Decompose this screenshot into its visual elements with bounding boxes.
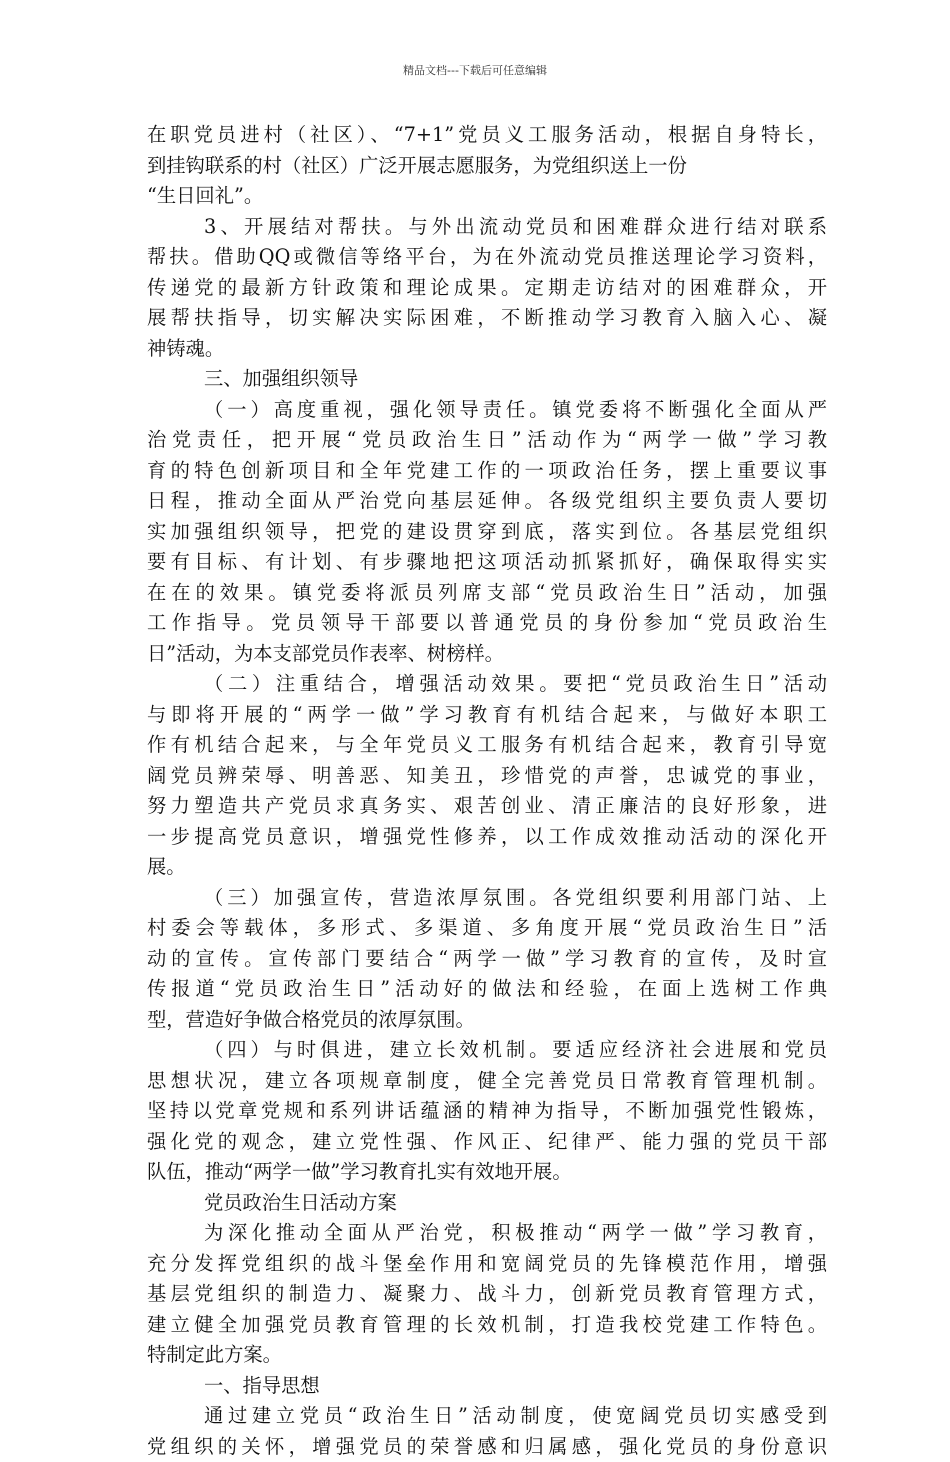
text-line: 党组织的关怀，增强党员的荣誉感和归属感，强化党员的身份意识 [147, 1432, 827, 1462]
text-line: 到挂钩联系的村（社区）广泛开展志愿服务，为党组织送上一份 [147, 151, 827, 182]
text-line: 动的宣传。宣传部门要结合“两学一做”学习教育的宣传，及时宣 [147, 944, 827, 975]
text-line: （四）与时俱进，建立长效机制。要适应经济社会进展和党员 [147, 1035, 827, 1066]
text-line: “生日回礼”。 [147, 181, 827, 212]
text-line: 传报道“党员政治生日”活动好的做法和经验，在面上选树工作典 [147, 974, 827, 1005]
text-line: 神铸魂。 [147, 334, 827, 365]
text-line: 展。 [147, 852, 827, 883]
text-line: 党员政治生日活动方案 [147, 1188, 827, 1219]
text-line: 村委会等载体，多形式、多渠道、多角度开展“党员政治生日”活 [147, 913, 827, 944]
text-line: （三）加强宣传，营造浓厚氛围。各党组织要利用部门站、上 [147, 883, 827, 914]
text-line: 充分发挥党组织的战斗堡垒作用和宽阔党员的先锋模范作用，增强 [147, 1249, 827, 1280]
text-line: 在在的效果。镇党委将派员列席支部“党员政治生日”活动，加强 [147, 578, 827, 609]
text-line: 3、开展结对帮扶。与外出流动党员和困难群众进行结对联系 [147, 212, 827, 243]
text-line: 日程，推动全面从严治党向基层延伸。各级党组织主要负责人要切 [147, 486, 827, 517]
text-line: 日”活动，为本支部党员作表率、树榜样。 [147, 639, 827, 670]
text-line: 传递党的最新方针政策和理论成果。定期走访结对的困难群众，开 [147, 273, 827, 304]
text-line: 在职党员进村（社区）、“7+1”党员义工服务活动，根据自身特长， [147, 120, 827, 151]
text-line: 三、加强组织领导 [147, 364, 827, 395]
text-line: 工作指导。党员领导干部要以普通党员的身份参加“党员政治生 [147, 608, 827, 639]
text-line: 作有机结合起来，与全年党员义工服务有机结合起来，教育引导宽 [147, 730, 827, 761]
text-line: 育的特色创新项目和全年党建工作的一项政治任务，摆上重要议事 [147, 456, 827, 487]
text-line: 为深化推动全面从严治党，积极推动“两学一做”学习教育， [147, 1218, 827, 1249]
text-line: 思想状况，建立各项规章制度，健全完善党员日常教育管理机制。 [147, 1066, 827, 1097]
text-line: 强化党的观念，建立党性强、作风正、纪律严、能力强的党员干部 [147, 1127, 827, 1158]
text-line: 阔党员辨荣辱、明善恶、知美丑，珍惜党的声誉，忠诚党的事业， [147, 761, 827, 792]
text-line: 型，营造好争做合格党员的浓厚氛围。 [147, 1005, 827, 1036]
text-line: 一、指导思想 [147, 1371, 827, 1402]
text-line: 帮扶。借助QQ或微信等络平台，为在外流动党员推送理论学习资料， [147, 242, 827, 273]
document-body [147, 120, 827, 1462]
text-line: 要有目标、有计划、有步骤地把这项活动抓紧抓好，确保取得实实 [147, 547, 827, 578]
text-line: 通过建立党员“政治生日”活动制度，使宽阔党员切实感受到 [147, 1401, 827, 1432]
text-line: 实加强组织领导，把党的建设贯穿到底，落实到位。各基层党组织 [147, 517, 827, 548]
text-line: 一步提高党员意识，增强党性修养，以工作成效推动活动的深化开 [147, 822, 827, 853]
text-line: 队伍，推动“两学一做”学习教育扎实有效地开展。 [147, 1157, 827, 1188]
text-line: （二）注重结合，增强活动效果。要把“党员政治生日”活动 [147, 669, 827, 700]
page-header: 精品文档---下载后可任意编辑 [0, 64, 950, 78]
text-line: 建立健全加强党员教育管理的长效机制，打造我校党建工作特色。 [147, 1310, 827, 1341]
text-line: 基层党组织的制造力、凝聚力、战斗力，创新党员教育管理方式， [147, 1279, 827, 1310]
text-line: （一）高度重视，强化领导责任。镇党委将不断强化全面从严 [147, 395, 827, 426]
text-line: 与即将开展的“两学一做”学习教育有机结合起来，与做好本职工 [147, 700, 827, 731]
text-line: 努力塑造共产党员求真务实、艰苦创业、清正廉洁的良好形象，进 [147, 791, 827, 822]
text-line: 坚持以党章党规和系列讲话蕴涵的精神为指导，不断加强党性锻炼， [147, 1096, 827, 1127]
text-line: 展帮扶指导，切实解决实际困难，不断推动学习教育入脑入心、凝 [147, 303, 827, 334]
text-line: 治党责任，把开展“党员政治生日”活动作为“两学一做”学习教 [147, 425, 827, 456]
text-line: 特制定此方案。 [147, 1340, 827, 1371]
